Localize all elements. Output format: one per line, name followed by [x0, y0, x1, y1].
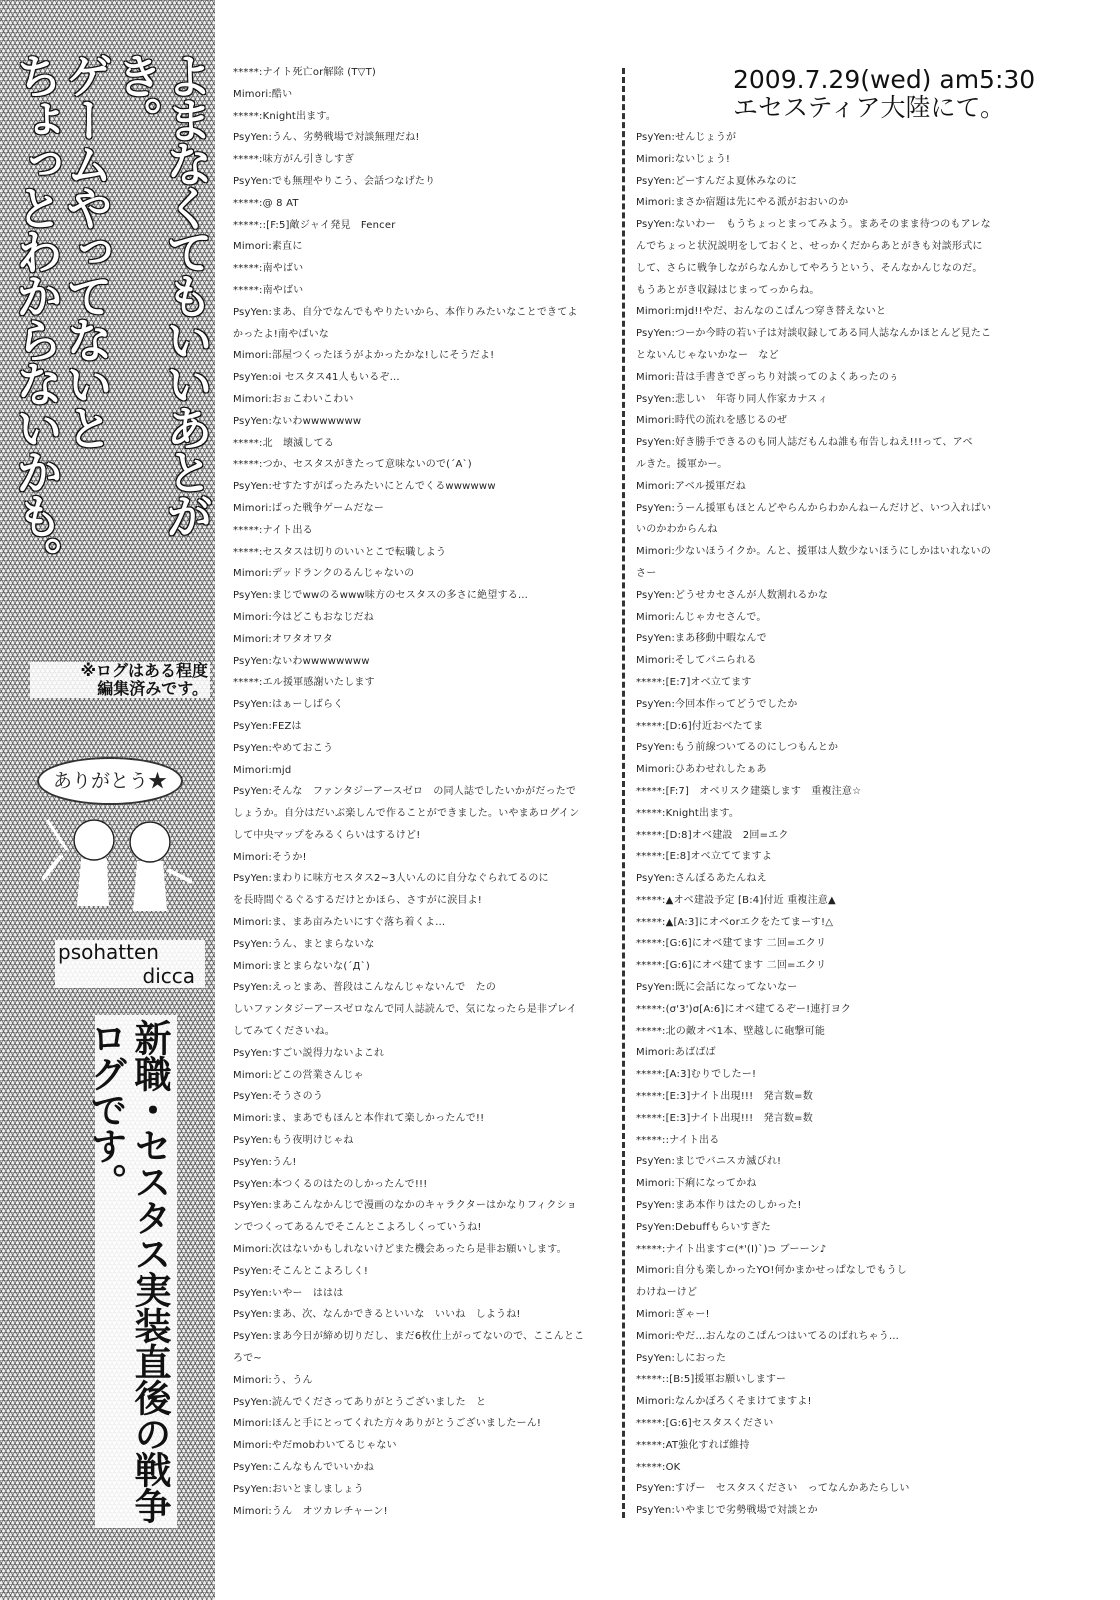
- log-header: [733, 66, 1053, 122]
- chat-log-line: Mimori:素直に: [233, 241, 303, 253]
- chat-log-line: *****:[F:7] オベリスク建築します 重複注意☆: [636, 785, 862, 797]
- chat-log-line: PsyYen:いやー ははは: [233, 1287, 344, 1299]
- chat-log-line: PsyYen:まじでwwのるwww味方のセスタスの多さに絶望する…: [233, 590, 529, 602]
- chat-log-line: Mimori:うん オツカレチャーン!: [233, 1505, 388, 1517]
- thanks-speech-bubble: ありがとう★: [37, 757, 183, 805]
- chat-log-line: Mimori:デッドランクのるんじゃないの: [233, 568, 415, 580]
- chat-log-line: Mimori:酷い: [233, 88, 293, 100]
- chat-log-line: PsyYen:oi セスタス41人もいるぞ…: [233, 372, 400, 384]
- chat-log-line: Mimori:ま、まあ亩みたいにすぐ落ち着くよ…: [233, 917, 446, 929]
- chat-log-line: Mimori:ぎゃー!: [636, 1309, 710, 1321]
- chat-log-line: *****::[F:5]敵ジャイ発見 Fencer: [233, 219, 396, 231]
- chat-log-line: Mimori:あばばば: [636, 1047, 716, 1059]
- chat-log-line: ろで~: [233, 1353, 262, 1365]
- chat-log-line: *****:[E:3]ナイト出現!!! 発言数=数: [636, 1091, 813, 1103]
- chat-log-line: PsyYen:うん、劣勢戦場で対談無理だね!: [233, 132, 420, 144]
- chat-log-line: *****:(σ'3')σ[A:6]にオベ建てるぞー!連打ヨク: [636, 1003, 852, 1015]
- column-divider: [622, 68, 625, 1518]
- chat-log-line: *****:[E:3]ナイト出現!!! 発言数=数: [636, 1112, 813, 1124]
- chat-log-line: PsyYen:さんぼるあたんねえ: [636, 873, 767, 885]
- sidebar-panel: [0, 0, 215, 1600]
- chat-log-line: PsyYen:やめておこう: [233, 742, 334, 754]
- edit-note: [30, 662, 210, 698]
- chat-log-line: Mimori:ひあわせれしたぁあ: [636, 764, 767, 776]
- chat-log-line: PsyYen:既に会話になってないなー: [636, 982, 798, 994]
- chat-log-line: PsyYen:ないわwwwwwww: [233, 415, 362, 427]
- chat-log-line: Mimori:アベル援軍だね: [636, 480, 746, 492]
- chat-log-line: PsyYen:どうせカセさんが人数割れるかな: [636, 589, 829, 601]
- chat-log-line: PsyYen:そんな ファンタジーアースゼロ の同人誌でしたいかがだったで: [233, 786, 577, 798]
- chat-log-line: *****:OK: [636, 1461, 681, 1473]
- chat-log-line: Mimori:おぉこわいこわい: [233, 393, 354, 405]
- note-line-1: ※ログはある程度: [30, 662, 210, 680]
- chat-log-line: *****:ナイト死亡or解除 (T▽T): [233, 67, 376, 78]
- chat-log-line: Mimori:やだmobわいてるじゃない: [233, 1440, 397, 1452]
- chat-log-line: *****:[D:6]付近おべたてま: [636, 720, 764, 732]
- chat-log-line: *****:南やばい: [233, 263, 304, 275]
- chat-log-line: PsyYen:こんなもんでいいかね: [233, 1462, 375, 1473]
- chat-log-line: して中央マップをみるくらいはするけど!: [233, 829, 421, 841]
- chat-log-line: Mimori:どこの営業さんじゃ: [233, 1069, 364, 1081]
- chat-log-line: して、さらに戦争しながらなんかしてやろうという、そんなかんじなのだ。: [636, 262, 983, 274]
- chat-log-line: PsyYen:ないわー もうちょっとまってみよう。まあそのまま待つのもアレな: [636, 219, 991, 231]
- chat-log-line: PsyYen:ないわwwwwwwww: [233, 655, 370, 667]
- chat-log-line: PsyYen:まあ移動中暇なんで: [636, 633, 767, 645]
- chat-log-line: PsyYen:おいとましましょう: [233, 1483, 364, 1495]
- chat-log-line: PsyYen:せすたすがばったみたいにとんでくるwwwwww: [233, 481, 496, 493]
- chat-log-line: PsyYen:まあ、自分でなんでもやりたいから、本作りみたいなことできてよ: [233, 306, 578, 318]
- chat-log-line: *****:[D:8]オベ建設 2回=エク: [636, 829, 789, 841]
- chat-log-line: *****:@ 8 AT: [233, 197, 299, 209]
- chat-log-line: *****:ナイト出ます⊂(*'(I)`)⊃ ブーーン♪: [636, 1243, 827, 1255]
- chat-log-line: *****:Knight出ます。: [636, 807, 740, 819]
- chat-log-line: *****:セスタスは切りのいいとこで転職しよう: [233, 546, 447, 558]
- chat-log-line: ルきた。援軍かー。: [636, 458, 728, 470]
- chat-log-line: Mimori:少ないほうイクか。んと、援軍は人数少ないほうにしかはいれないの: [636, 546, 991, 558]
- chat-log-line: PsyYen:えっとまあ、普段はこんなんじゃないんで たの: [233, 982, 497, 994]
- chat-log-line: *****:南やばい: [233, 284, 304, 296]
- note-line-2: 編集済みです。: [30, 680, 210, 698]
- chat-log-line: Mimori:う、うん: [233, 1374, 313, 1386]
- chat-log-line: *****:エル援軍感謝いたします: [233, 677, 375, 689]
- chat-log-line: PsyYen:Debuffもらいすぎた: [636, 1221, 772, 1233]
- chat-log-line: Mimori:今はどこもおなじだね: [233, 611, 374, 623]
- chat-log-line: PsyYen:悲しい 年寄り同人作家カナスィ: [636, 393, 828, 405]
- chat-log-line: PsyYen:もう前線ついてるのにしつもんとか: [636, 742, 839, 754]
- chat-log-line: Mimori:んじゃカセさんで。: [636, 611, 767, 623]
- chat-log-line: *****:▲[A:3]にオベorエクをたてまーす!△: [636, 916, 834, 928]
- chat-log-line: PsyYen:まわりに味方セスタス2~3人いんのに自分なぐられてるのに: [233, 873, 549, 885]
- title-line-2: ゲームやってないと: [58, 52, 113, 448]
- chat-log-line: とないんじゃないかなー など: [636, 349, 779, 361]
- chat-log-line: PsyYen:読んでくださってありがとうございました と: [233, 1396, 487, 1408]
- chat-log-line: Mimori:まとまらないな(´Д`): [233, 960, 370, 972]
- chat-log-line: Mimori:自分も楽しかったYO!何かまかせっぱなしでもうし: [636, 1265, 907, 1277]
- logo-line-2: dicca: [55, 964, 205, 988]
- chat-log-line: Mimori:部屋つくったほうがよかったかな!しにそうだよ!: [233, 350, 495, 362]
- chat-log-line: PsyYen:うん!: [233, 1156, 297, 1168]
- chat-log-line: PsyYen:すげー セスタスください ってなんかあたらしい: [636, 1483, 910, 1495]
- chat-log-line: しょうか。自分はだいぶ楽しんで作ることができました。いやまあログイン: [233, 808, 580, 820]
- logo-line-1: psohatten: [55, 940, 205, 964]
- chat-log-line: Mimori:なんかぼろくそまけてますよ!: [636, 1396, 812, 1408]
- chat-log-line: Mimori:まさか宿題は先にやる派がおおいのか: [636, 197, 849, 209]
- chat-log-line: *****:[E:8]オベ立ててますよ: [636, 851, 773, 863]
- chat-log-line: を長時間ぐるぐるするだけとかほら、さすがに涙目よ!: [233, 895, 483, 907]
- chat-log-line: PsyYen:まあ今日が締め切りだし、まだ6枚仕上がってないので、ここんとこ: [233, 1331, 585, 1343]
- chat-log-line: PsyYen:つーか今時の若い子は対談収録してある同人誌なんかほとんど見たこ: [636, 328, 992, 340]
- chat-log-right-column: [636, 127, 992, 1522]
- chat-log-line: PsyYen:いやまじで劣勢戦場で対談とか: [636, 1505, 818, 1517]
- circle-logo: [55, 940, 205, 988]
- chat-log-line: PsyYen:しにおった: [636, 1352, 727, 1364]
- chat-log-line: もうあとがき収録はじまってっからね。: [636, 284, 820, 296]
- chat-log-line: いのかわからんね: [636, 524, 718, 536]
- chat-log-line: Mimori:下痢になってかね: [636, 1178, 757, 1190]
- chat-log-line: PsyYen:今回本作ってどうでしたか: [636, 698, 798, 710]
- chat-log-line: PsyYen:すごい説得力ないよこれ: [233, 1047, 385, 1059]
- chat-log-line: PsyYen:はぁーしばらく: [233, 699, 344, 711]
- chat-log-line: *****:AT強化すれば維持: [636, 1439, 750, 1451]
- chat-log-line: Mimori:そうか!: [233, 851, 307, 863]
- chat-log-line: *****:ナイト出る: [233, 524, 313, 536]
- chat-log-line: してみてくださいね。: [233, 1026, 335, 1038]
- chat-log-line: PsyYen:うん、まとまらないな: [233, 938, 375, 950]
- chibi-characters-illustration: [42, 810, 192, 930]
- afterword-title: [8, 52, 213, 607]
- chat-log-line: *****:[G:6]にオベ建てます 二回=エクリ: [636, 938, 827, 950]
- chat-log-line: しいファンタジーアースゼロなんで同人誌読んで、気になったら是非プレイ: [233, 1004, 577, 1016]
- chat-log-line: *****::ナイト出る: [636, 1134, 720, 1146]
- log-subtitle: 新職・セスタス実装直後の戦争ログです。: [95, 1015, 177, 1528]
- chat-log-line: *****:[E:7]オベ立てます: [636, 676, 752, 688]
- chat-log-line: PsyYen:まあこんなかんじで漫画のなかのキャラクターはかなりフィクショ: [233, 1200, 577, 1212]
- chat-log-line: わけねーけど: [636, 1287, 698, 1299]
- title-line-3: ちょっとわからないかも。: [8, 52, 63, 580]
- chat-log-line: *****:▲オベ建設予定 [B:4]付近 重複注意▲: [636, 894, 836, 906]
- log-place: エセスティア大陸にて。: [733, 93, 1006, 122]
- chat-log-line: Mimori:そしてバニられる: [636, 655, 757, 667]
- chat-log-line: PsyYen:でも無理やりこう、会話つなげたり: [233, 175, 436, 187]
- chat-log-line: かったよ!南やばいな: [233, 328, 330, 340]
- chat-log-line: PsyYen:どーすんだよ夏休みなのに: [636, 175, 797, 187]
- chat-log-line: PsyYen:本つくるのはたのしかったんで!!!: [233, 1178, 428, 1190]
- log-date: 2009.7.29(wed) am5:30: [733, 65, 1036, 94]
- chat-log-line: Mimori:オワタオワタ: [233, 633, 333, 645]
- chat-log-line: Mimori:やだ…おんなのこぱんつはいてるのばれちゃう…: [636, 1330, 900, 1342]
- chat-log-line: *****:つか、セスタスがきたって意味ないので(´A`): [233, 459, 472, 471]
- chat-log-line: PsyYen:まあ、次、なんかできるといいな いいね しようね!: [233, 1309, 521, 1321]
- chat-log-line: *****:Knight出ます。: [233, 110, 337, 122]
- chat-log-line: ンでつくってあるんでそこんとこよろしくっていうね!: [233, 1222, 482, 1234]
- chat-log-line: Mimori:ないじょう!: [636, 153, 731, 165]
- chat-log-line: PsyYen:せんじょうが: [636, 132, 737, 143]
- chat-log-line: *****::[B:5]援軍お願いしますー: [636, 1374, 787, 1386]
- title-line-1: よまなくてもいいあとがき。: [108, 52, 213, 536]
- chat-log-line: PsyYen:好き勝手できるのも同人誌だもんね誰も布告しねえ!!!って、アベ: [636, 437, 973, 449]
- chat-log-line: PsyYen:FEZは: [233, 720, 302, 732]
- chat-log-line: PsyYen:うーん援軍もほとんどやらんからわかんねーんだけど、いつ入ればい: [636, 502, 992, 514]
- chat-log-line: PsyYen:まじでバニスカ滅びれ!: [636, 1156, 782, 1168]
- chat-log-line: Mimori:ま、まあでもほんと本作れて楽しかったんで!!: [233, 1113, 485, 1125]
- chat-log-line: Mimori:mjd!!やだ、おんなのこぱんつ穿き替えないと: [636, 306, 887, 318]
- chat-log-line: PsyYen:まあ本作りはたのしかった!: [636, 1200, 802, 1212]
- chat-log-line: *****:北の敵オベ1本、壁越しに砲撃可能: [636, 1025, 826, 1037]
- chat-log-line: PsyYen:そこんとこよろしく!: [233, 1265, 369, 1277]
- chat-log-line: んでちょっと状況説明をしておくと、せっかくだからあとがきも対談形式に: [636, 240, 983, 252]
- chat-log-left-column: [233, 62, 613, 1522]
- chat-log-line: Mimori:ほんと手にとってくれた方々ありがとうございましたーん!: [233, 1418, 542, 1430]
- chat-log-line: Mimori:次はないかもしれないけどまた機会あったら是非お願いします。: [233, 1244, 567, 1256]
- chat-log-line: Mimori:mjd: [233, 764, 292, 776]
- chat-log-line: PsyYen:そうさのう: [233, 1091, 324, 1103]
- chat-log-line: Mimori:ばった戦争ゲームだなー: [233, 502, 385, 514]
- chat-log-line: Mimori:昔は手書きでぎっちり対談ってのよくあったのぅ: [636, 371, 900, 383]
- chat-log-line: *****:北 壊滅してる: [233, 437, 334, 449]
- chat-log-line: PsyYen:もう夜明けじゃね: [233, 1135, 354, 1147]
- chat-log-line: Mimori:時代の流れを感じるのぜ: [636, 415, 788, 427]
- chat-log-line: *****:[G:6]にオベ建てます 二回=エクリ: [636, 960, 827, 972]
- chat-log-line: *****:[A:3]むりでしたー!: [636, 1069, 757, 1081]
- chat-log-line: さー: [636, 567, 657, 579]
- chat-log-line: *****:[G:6]セスタスください: [636, 1418, 774, 1430]
- chat-log-line: *****:味方がん引きしすぎ: [233, 154, 355, 166]
